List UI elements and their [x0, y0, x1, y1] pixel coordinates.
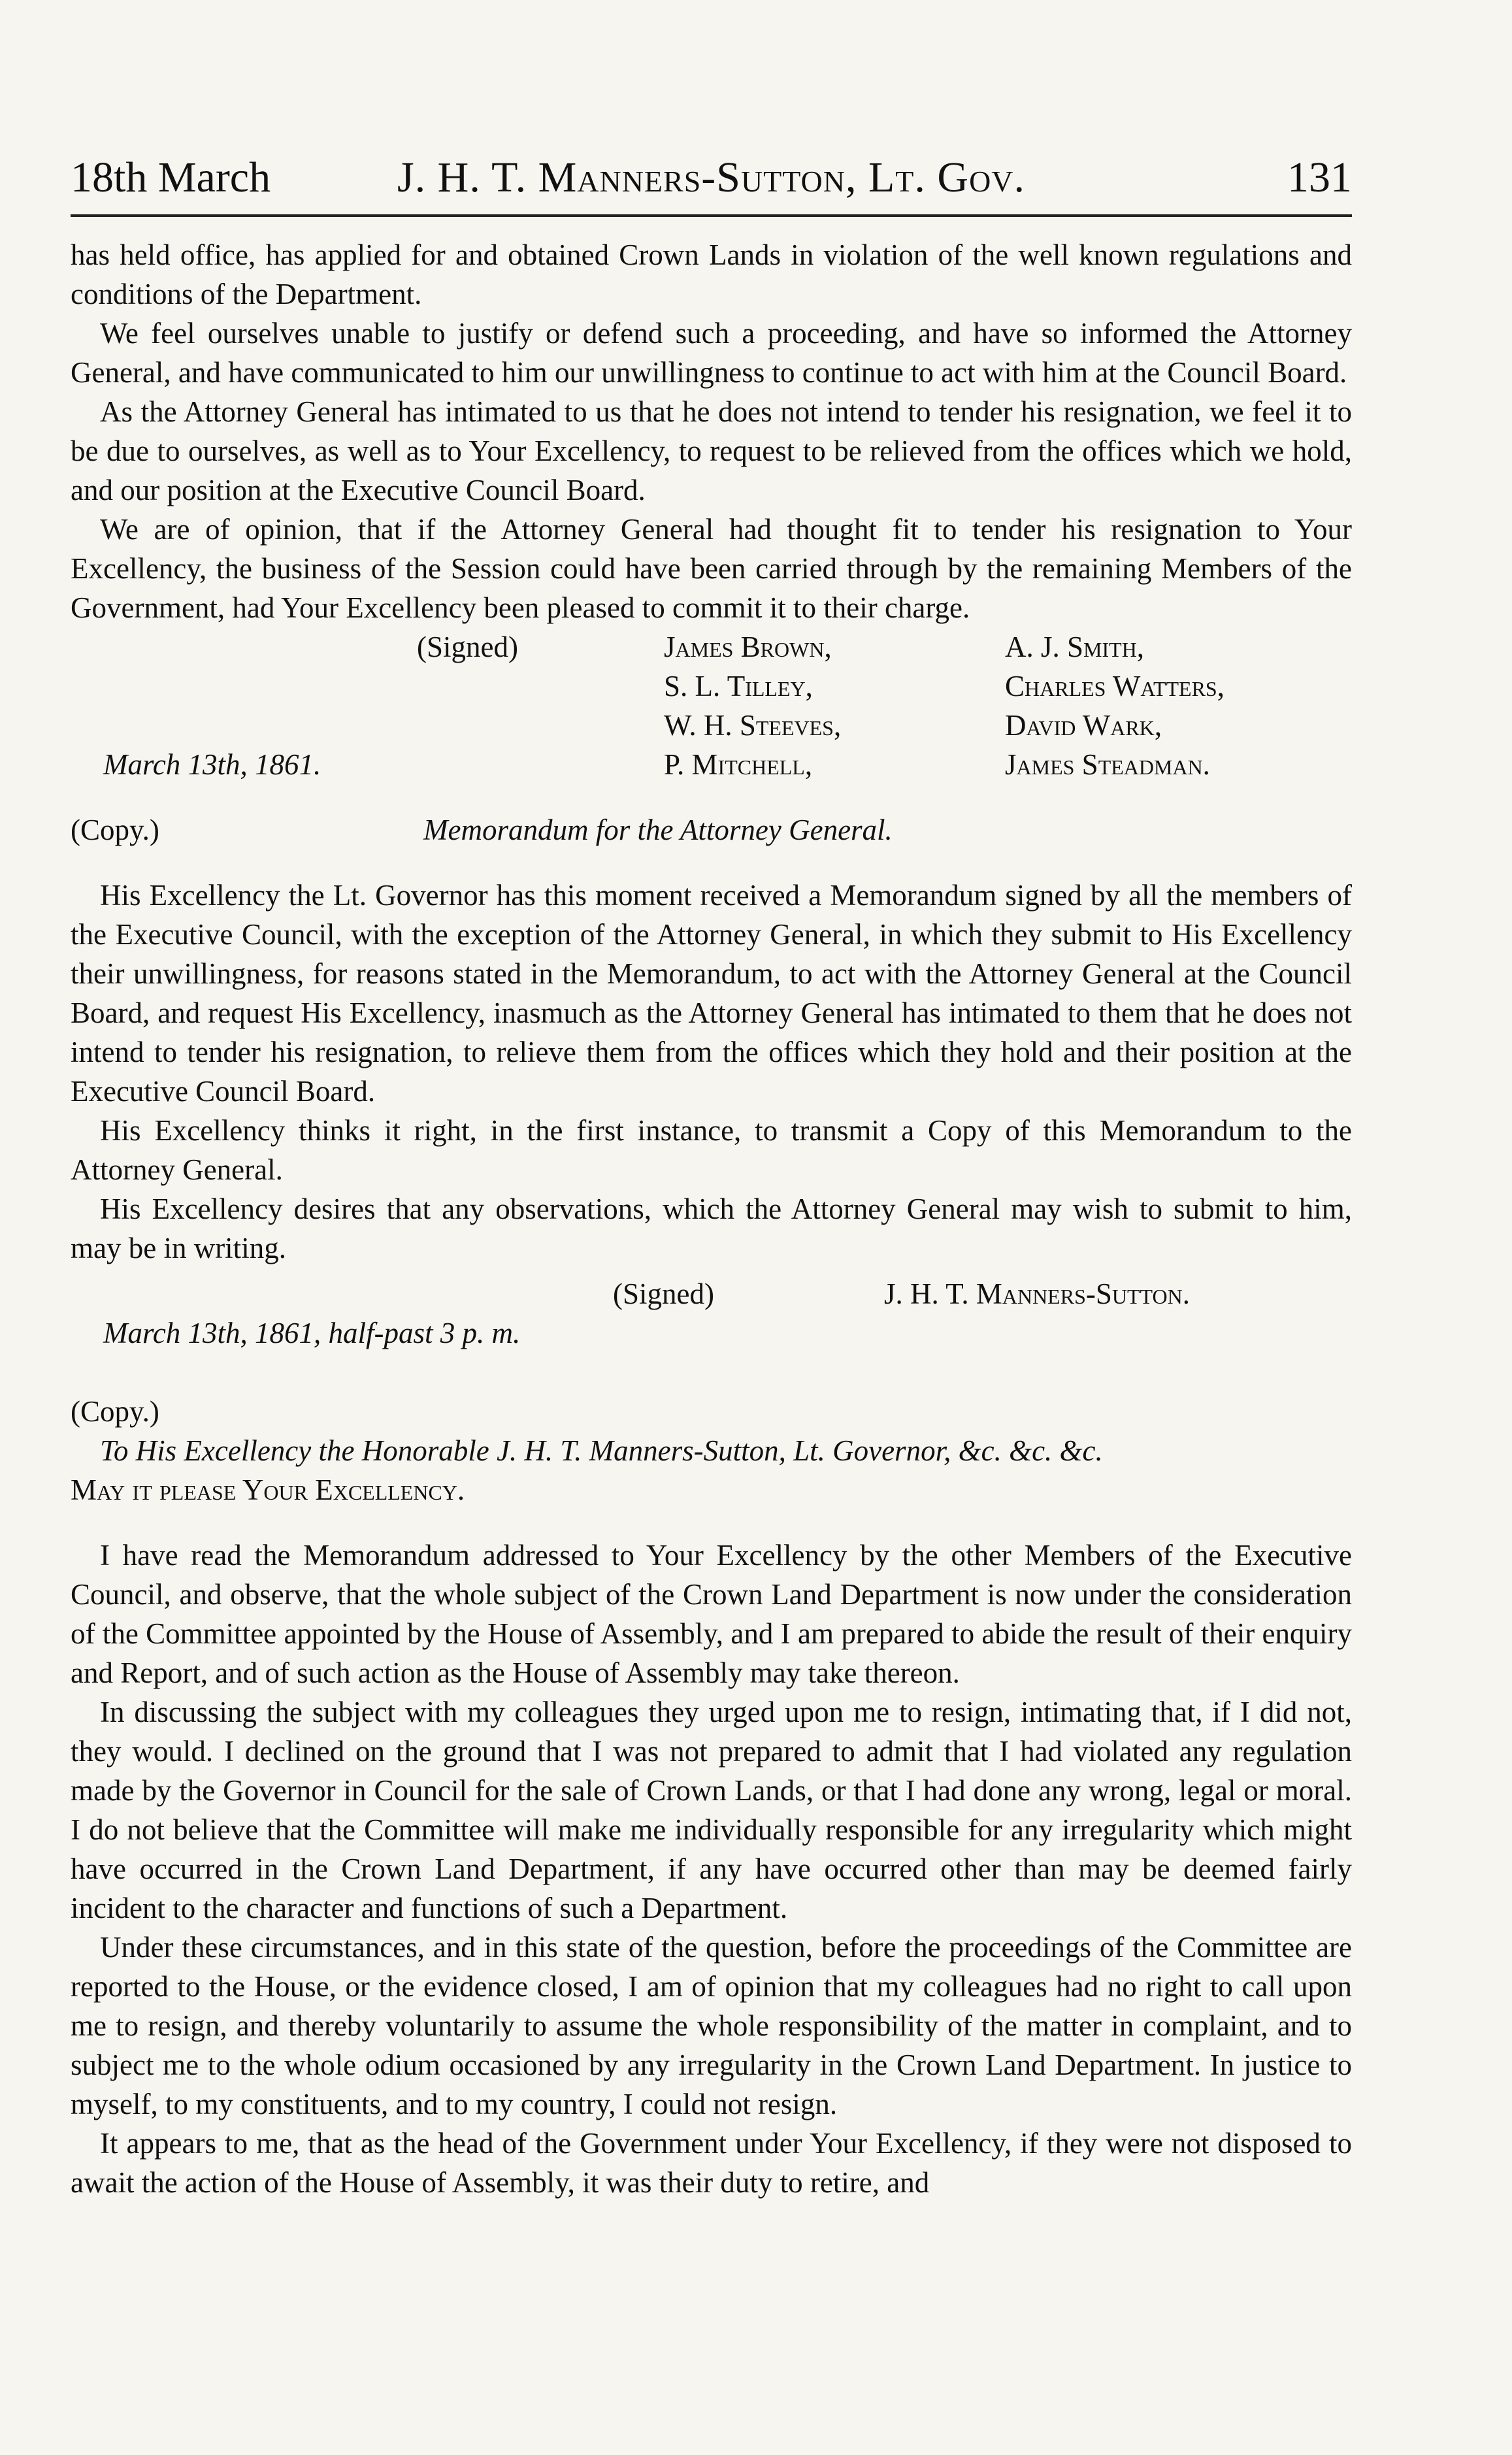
paragraph: We are of opinion, that if the Attorney General had thought fit to tender his resignation to Your Excellency, the business of the Session could have been carried through by the remaining Members of the Government, had Your Excellency been pleased to commit it to their charge. [71, 513, 1352, 624]
paragraph: In discussing the subject with my colleagues they urged upon me to resign, intimating that, if I did not, they would. I declined on the ground that I was not prepared to admit that I had violated any regulation made by the Governor in Council for the sale of Crown Lands, or that I had done any wrong, legal or moral. I do not believe that the Committee will make me individually responsible for any irregularity which might have occurred in the Crown Land Department, if any have occurred other than may be deemed fairly incident to the character and functions of such a Department. [71, 1696, 1352, 1924]
signature-date: March 13th, 1861. [103, 748, 321, 781]
header-date: 18th March [71, 154, 271, 201]
page-number: 131 [1287, 154, 1352, 201]
paragraph: It appears to me, that as the head of the Government under Your Excellency, if they were not disposed to await the action of the House of Assembly, it was their duty to retire, and [71, 2127, 1352, 2199]
signature-block [71, 627, 1352, 784]
paragraph: Under these circumstances, and in this state of the question, before the proceedings of the Committee are reported to the House, or the evidence closed, I am of opinion that my colleagues had no right to call upon me to resign, and thereby voluntarily to assume the whole responsibility of the matter in complaint, and to subject me to the whole odium occasioned by any irregularity in the Crown Land Department. In justice to myself, to my constituents, and to my country, I could not resign. [71, 1931, 1352, 2120]
signed-label: (Signed) [613, 1277, 714, 1310]
memo-signature [71, 1274, 1352, 1353]
signer: David Wark, [1005, 709, 1162, 742]
signer: P. Mitchell, [664, 748, 813, 781]
copy-label: (Copy.) [71, 814, 159, 846]
document-body [71, 235, 1352, 2202]
paragraph: His Excellency thinks it right, in the first instance, to transmit a Copy of this Memorandum to the Attorney General. [71, 1114, 1352, 1186]
paragraph: has held office, has applied for and obtained Crown Lands in violation of the well known regulations and conditions of the Department. [71, 239, 1352, 310]
signer: James Steadman. [1005, 748, 1210, 781]
signer: James Brown, [664, 631, 832, 663]
signed-label: (Signed) [417, 631, 518, 663]
paragraph: As the Attorney General has intimated to us that he does not intend to tender his resignation, we feel it to be due to ourselves, as well as to Your Excellency, to request to be relieved from the offices which we hold, and our position at the Executive Council Board. [71, 395, 1352, 506]
memo-title: Memorandum for the Attorney General. [423, 814, 893, 846]
memo-date: March 13th, 1861, half-past 3 p. m. [103, 1317, 521, 1349]
paragraph: We feel ourselves unable to justify or defend such a proceeding, and have so informed the Attorney General, and have communicated to him our unwillingness to continue to act with him at the Council Board. [71, 317, 1352, 389]
memo-heading [71, 810, 1352, 849]
header-rule [71, 214, 1352, 217]
paragraph: I have read the Memorandum addressed to Your Excellency by the other Members of the Executive Council, and observe, that the whole subject of the Crown Land Department is now under the consideration of the Committee appointed by the House of Assembly, and I am prepared to abide the result of their enquiry and Report, and of such action as the House of Assembly may take thereon. [71, 1539, 1352, 1689]
signer: Charles Watters, [1005, 670, 1224, 702]
paragraph: His Excellency desires that any observations, which the Attorney General may wish to submit to him, may be in writing. [71, 1193, 1352, 1264]
paragraph: His Excellency the Lt. Governor has this moment received a Memorandum signed by all the members of the Executive Council, with the exception of the Attorney General, in which they submit to His Excellency their unwillingness, for reasons stated in the Memorandum, to act with the Attorney General at the Council Board, and request His Excellency, inasmuch as the Attorney General has intimated to them that he does not intend to tender his resignation, to relieve them from the offices which they hold and their position at the Executive Council Board. [71, 879, 1352, 1108]
header-author: J. H. T. Manners-Sutton, Lt. Gov. [397, 154, 1026, 201]
signer: W. H. Steeves, [664, 709, 842, 742]
copy-label: (Copy.) [71, 1395, 159, 1428]
signer: S. L. Tilley, [664, 670, 813, 702]
signer: A. J. Smith, [1005, 631, 1145, 663]
address-line: To His Excellency the Honorable J. H. T. Manners-Sutton, Lt. Governor, &c. &c. &c. [100, 1434, 1103, 1467]
signer: J. H. T. Manners-Sutton. [884, 1277, 1190, 1310]
salutation: May it please Your Excellency. [71, 1474, 465, 1506]
running-header [71, 149, 1352, 208]
